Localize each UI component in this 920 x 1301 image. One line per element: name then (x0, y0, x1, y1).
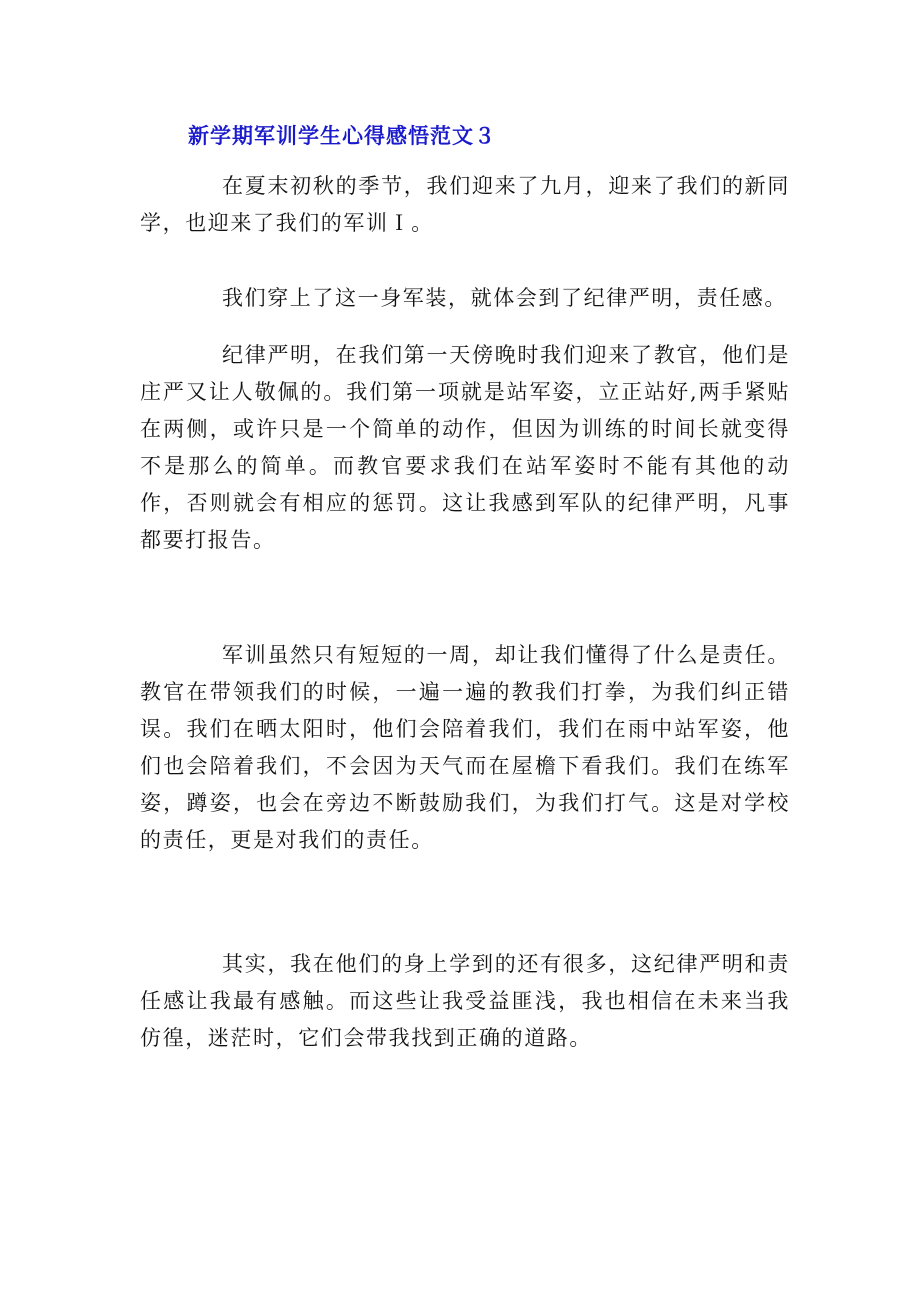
paragraph-1: 在夏末初秋的季节，我们迎来了九月，迎来了我们的新同学，也迎来了我们的军训Ｉ。 (140, 174, 790, 235)
paragraph-4: 军训虽然只有短短的一周，却让我们懂得了什么是责任。教官在带领我们的时候，一遍一遍的教我们打拳，为我们纠正错误。我们在晒太阳时，他们会陪着我们，我们在雨中站军姿，他们也会陪着我们，不会因为天气而在屋檐下看我们。我们在练军姿，蹲姿，也会在旁边不断鼓励我们，为我们打气。这是对学校的责任，更是对我们的责任。 (140, 643, 790, 852)
paragraph-3: 纪律严明，在我们第一天傍晚时我们迎来了教官，他们是庄严又让人敬佩的。我们第一项就是站军姿，立正站好,两手紧贴在两侧，或许只是一个简单的动作，但因为训练的时间长就变得不是那么的简单。而教官要求我们在站军姿时不能有其他的动作，否则就会有相应的惩罚。这让我感到军队的纪律严明，凡事都要打报告。 (140, 343, 790, 552)
paragraph-2: 我们穿上了这一身军装，就体会到了纪律严明，责任感。 (222, 286, 787, 310)
paragraph-5: 其实，我在他们的身上学到的还有很多，这纪律严明和责任感让我最有感触。而这些让我受益匪浅，我也相信在未来当我仿徨，迷茫时，它们会带我找到正确的道路。 (140, 952, 790, 1050)
document-title: 新学期军训学生心得感悟范文３ (188, 123, 496, 148)
